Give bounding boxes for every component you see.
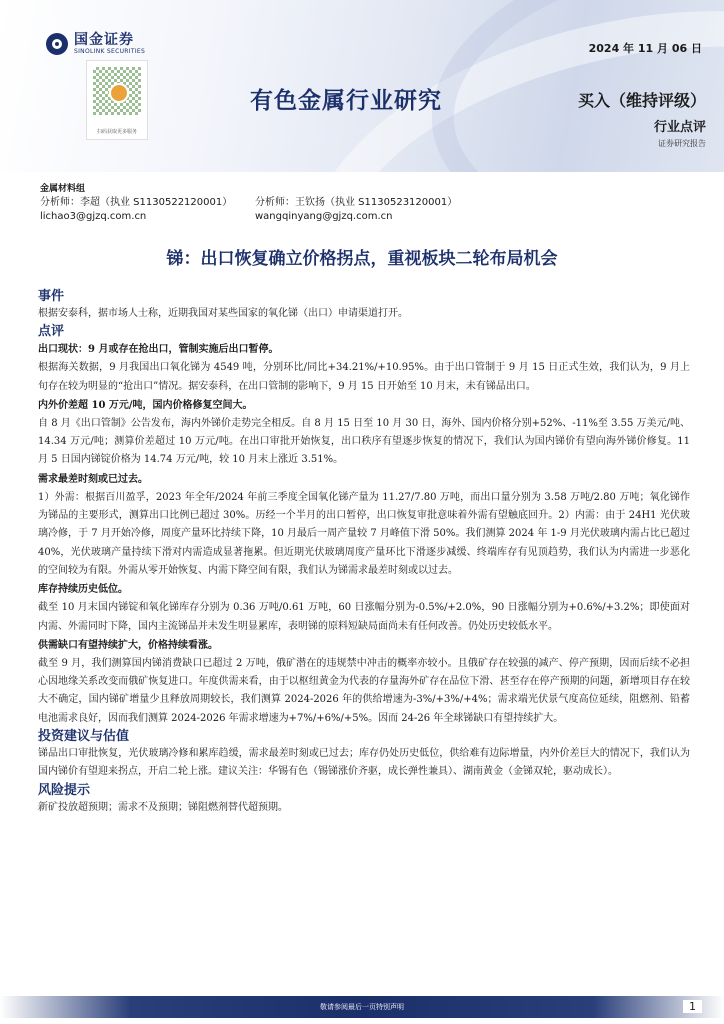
analyst-1-email[interactable]: lichao3@gjzq.com.cn — [40, 211, 147, 222]
subsection-text: 截至 10 月末国内锑锭和氧化锑库存分别为 0.36 万吨/0.61 万吨，60 日涨幅分别为-0.5%/+2.0%，90 日涨幅分别为+0.6%/+3.2%；即使面对内需、外需同时下降，国内主流锑品并未发生明显累库，表明锑的原料短缺局面尚未有任何改善。仍处历史较低水平。 — [38, 602, 690, 632]
report-title: 有色金属行业研究 — [250, 88, 442, 114]
invest-text: 锑品出口审批恢复，光伏玻璃冷修和累库趋缓，需求最差时刻或已过去；库存仍处历史低位，供给难有边际增量，内外价差巨大的情况下，我们认为国内锑价有望迎来拐点，开启二轮上涨。建议关注：华锡有色（锡锑涨价齐驱，成长弹性兼具）、湖南黄金（金锑双轮，驱动成长）。 — [38, 748, 690, 778]
company-logo — [46, 33, 145, 55]
analyst-1-name: 分析师：李超（执业 S1130522120001） — [40, 197, 233, 208]
analyst-2-name: 分析师：王钦扬（执业 S1130523120001） — [255, 197, 458, 208]
qr-code — [86, 60, 148, 140]
risk-text: 新矿投放超预期；需求不及预期；锑阻燃剂替代超预期。 — [38, 801, 288, 813]
page-number: 1 — [683, 1000, 702, 1013]
subsection-heading: 供需缺口有望持续扩大，价格持续看涨。 — [38, 639, 218, 651]
logo-name-en: SINOLINK SECURITIES — [74, 48, 146, 55]
logo-name-cn: 国金证券 — [74, 32, 134, 48]
main-title: 锑：出口恢复确立价格拐点，重视板块二轮布局机会 — [166, 249, 558, 269]
subsection-heading: 内外价差超 10 万元/吨，国内价格修复空间大。 — [38, 399, 253, 411]
subsection-text: 根据海关数据，9 月我国出口氧化锑为 4549 吨，分别环比/同比+34.21%/+10.95%。由于出口管制于 9 月 15 日正式生效，我们认为，9 月上旬存在较为明显的“抢出口”情况。据安泰科，在出口管制的影响下，9 月 15 日开始至 10 月末，未有锑品出口。 — [38, 362, 690, 392]
section-comment-heading: 点评 — [38, 324, 65, 340]
section-risk-heading: 风险提示 — [38, 782, 91, 798]
event-text: 根据安泰科，据市场人士称，近期我国对某些国家的氧化锑（出口）申请渠道打开。 — [38, 308, 408, 319]
report-subtype: 证券研究报告 — [658, 139, 706, 148]
subsection-heading: 库存持续历史低位。 — [38, 584, 128, 596]
logo-icon — [46, 33, 68, 55]
analyst-2-email[interactable]: wangqinyang@gjzq.com.cn — [255, 211, 393, 222]
subsection-text: 自 8 月《出口管制》公告发布，海内外锑价走势完全相反。自 8 月 15 日至 10 月 30 日，海外、国内价格分别+52%、-11%至 3.55 万美元/吨、14.34 万元/吨；测算价差超过 10 万元/吨。在出口审批开始恢复，出口秩序有望逐步恢复的情况下，我们认为国内锑价有望向海外锑价修复。11 月 5 日国内锑锭价格为 14.74 万元/吨，较 10 月末上涨近 3.51%。 — [38, 417, 690, 466]
subsection-heading: 出口现状：9 月或存在抢出口，管制实施后出口暂停。 — [38, 344, 279, 356]
qr-logo-icon — [109, 83, 129, 103]
analyst-block — [40, 182, 475, 224]
qr-caption: 扫码获取更多服务 — [96, 129, 137, 135]
report-type: 行业点评 — [653, 120, 706, 135]
subsection-heading: 需求最差时刻或已过去。 — [38, 473, 148, 485]
section-event-heading: 事件 — [38, 289, 65, 304]
subsection-text: 截至 9 月，我们测算国内锑消费缺口已超过 2 万吨，俄矿潜在的违规禁中冲击的概率亦较小。且俄矿存在较强的减产、停产预期，因而后续不必担心因地缘关系改变而俄矿恢复进口。年度供需来看，由于以枢纽黄金为代表的存量海外矿存在品位下滑、甚至存在停产预期的问题，新增项目存在较大不确定，国内锑矿增量少且释放周期较长，我们测算 2024-2026 年的供给增速为-3%/+3%/+4%；需求端光伏景气度高位延续，阻燃剂、铅蓄电池需求良好，因而我们测算 2024-2026 年需求增速为+7%/+6%/+5%。因而 24-26 年全球锑缺口有望持续扩大。 — [38, 657, 690, 724]
team-name: 金属材料组 — [40, 184, 86, 194]
section-invest-heading: 投资建议与估值 — [38, 729, 130, 745]
rating: 买入（维持评级） — [577, 91, 706, 110]
footer-note[interactable]: 敬请参阅最后一页特别声明 — [320, 1003, 404, 1011]
report-date: 2024 年 11 月 06 日 — [588, 42, 702, 55]
subsection-text: 1）外需：根据百川盈孚，2023 年全年/2024 年前三季度全国氧化锑产量为 11.27/7.80 万吨，而出口量分别为 3.58 万吨/2.80 万吨；氧化锑作为锑品的主要形式，测算出口比例已超过 30%。历经一个半月的出口暂停，出口恢复审批意味着外需有望触底回升。2）内需：由于 24H1 光伏玻璃冷修，于 7 月开始冷修，周度产量环比持续下降，10 月最后一周产量较 7 月峰值下滑 50%。我们测算 2024 年 1-9 月光伏玻璃内需占比已超过 40%，光伏玻璃产量持续下滑对内需造成显著拖累。但近期光伏玻璃周度产量环比下滑逐步减缓、终端库存有见顶趋势，我们认为内需进一步恶化的空间较为有限。外需从零开始恢复、内需下降空间有限，我们认为锑需求最差时刻或以过去。 — [38, 491, 690, 576]
report-body — [38, 288, 690, 817]
